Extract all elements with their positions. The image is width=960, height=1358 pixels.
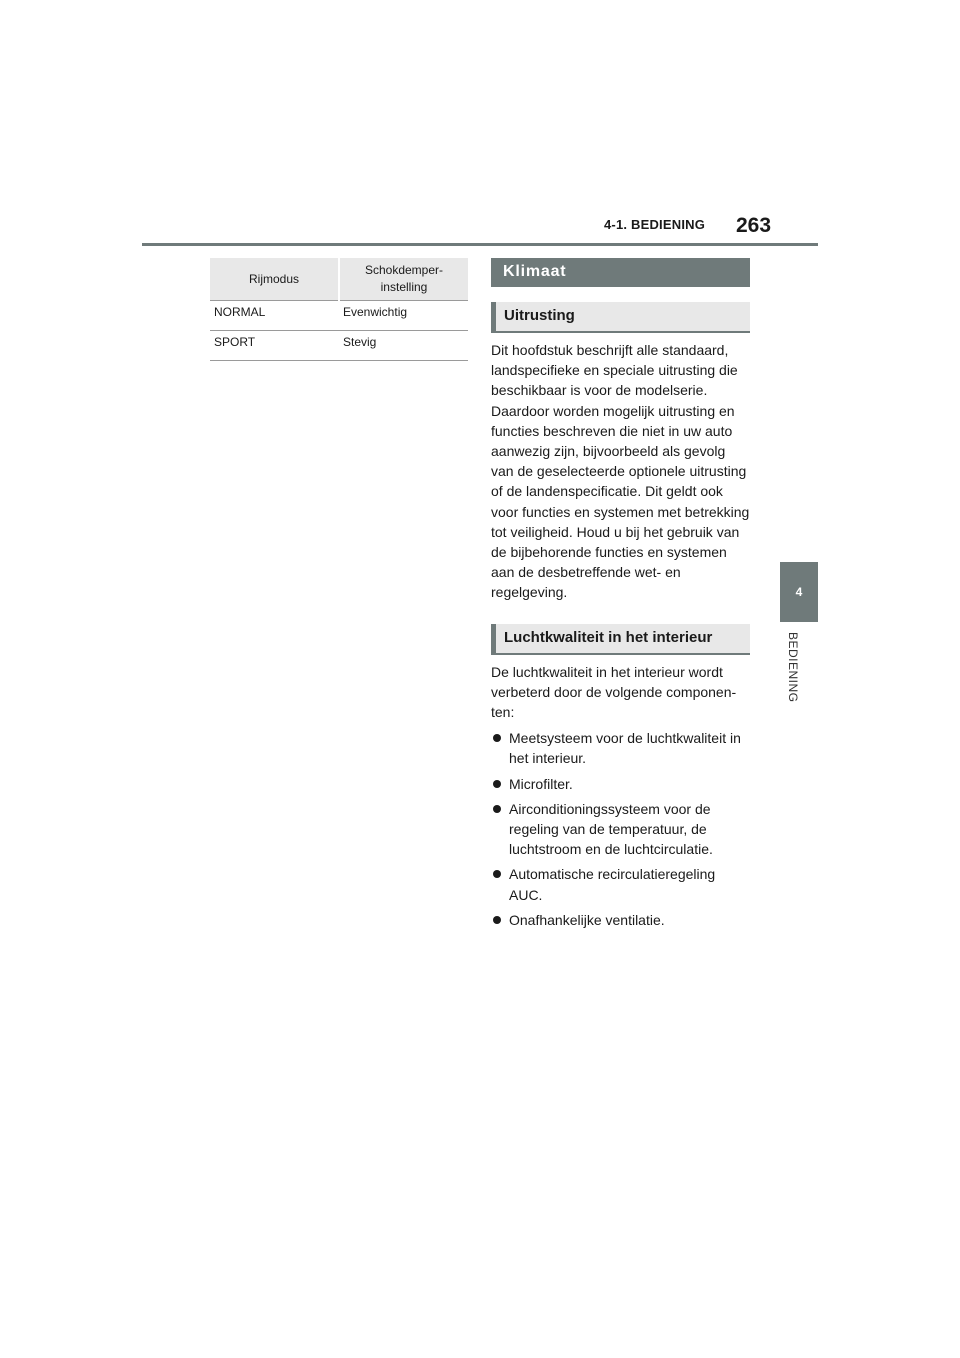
list-item <box>491 910 750 930</box>
table-cell: NORMAL <box>210 301 339 331</box>
list-item-text: Meetsysteem voor de luchtkwaliteit in het interieur. <box>509 730 741 767</box>
shock-absorber-table <box>210 258 468 361</box>
section-header: 4-1. BEDIENING <box>604 217 706 232</box>
chapter-tab <box>780 562 818 622</box>
list-item <box>491 864 750 904</box>
equipment-heading: Uitrusting <box>491 302 750 333</box>
list-item <box>491 774 750 794</box>
air-quality-list <box>491 728 750 930</box>
table-row <box>210 301 468 331</box>
list-item-text: Airconditioningssysteem voor de regeling van de temperatuur, de luchtstroom en de luchtcirculatie. <box>509 800 713 858</box>
air-quality-intro: De luchtkwaliteit in het interieur wordt verbeterd door de volgende componenten: <box>491 663 737 721</box>
list-item <box>491 799 750 860</box>
page-number: 263 <box>736 214 772 237</box>
air-quality-heading: Luchtkwaliteit in het interieur <box>491 624 750 655</box>
table-cell: Stevig <box>339 331 468 361</box>
header-divider <box>142 243 818 246</box>
bullet-icon <box>493 870 501 878</box>
table-header-drive-mode: Rijmodus <box>210 258 339 301</box>
bullet-icon <box>493 805 501 813</box>
list-item-text: Automatische recirculatieregeling AUC. <box>509 866 716 903</box>
table-cell: SPORT <box>210 331 339 361</box>
bullet-icon <box>493 780 501 788</box>
list-item-text: Onafhankelijke ventilatie. <box>509 911 665 928</box>
climate-heading: Klimaat <box>491 258 750 287</box>
list-item-text: Microfilter. <box>509 775 573 792</box>
list-item <box>491 728 750 768</box>
table-header-shock-setting: Schokdemper- instelling <box>339 258 468 301</box>
climate-section <box>491 258 750 935</box>
chapter-label: BEDIENING <box>786 632 800 703</box>
table-row <box>210 331 468 361</box>
table-header-row <box>210 258 468 301</box>
chapter-number: 4 <box>795 585 803 599</box>
bullet-icon <box>493 734 501 742</box>
equipment-paragraph: Dit hoofdstuk beschrijft alle standaard, landspecifieke en speciale uitrusting die beschikbaar is voor de modelserie. Daardoor worden mogelijk uitrusting en functies beschreven die niet in uw auto aanwezig zijn, bijvoorbeeld als gevolg van de geselecteerde optionele uitrusting of de landenspecificatie. Dit geldt ook voor functies en systemen met betrekking tot veiligheid. Houd u bij het gebruik van de bijbehorende functies en systemen aan de desbetreffende wet- en regelgeving. <box>491 342 750 601</box>
bullet-icon <box>493 916 501 924</box>
table-cell: Evenwichtig <box>339 301 468 331</box>
